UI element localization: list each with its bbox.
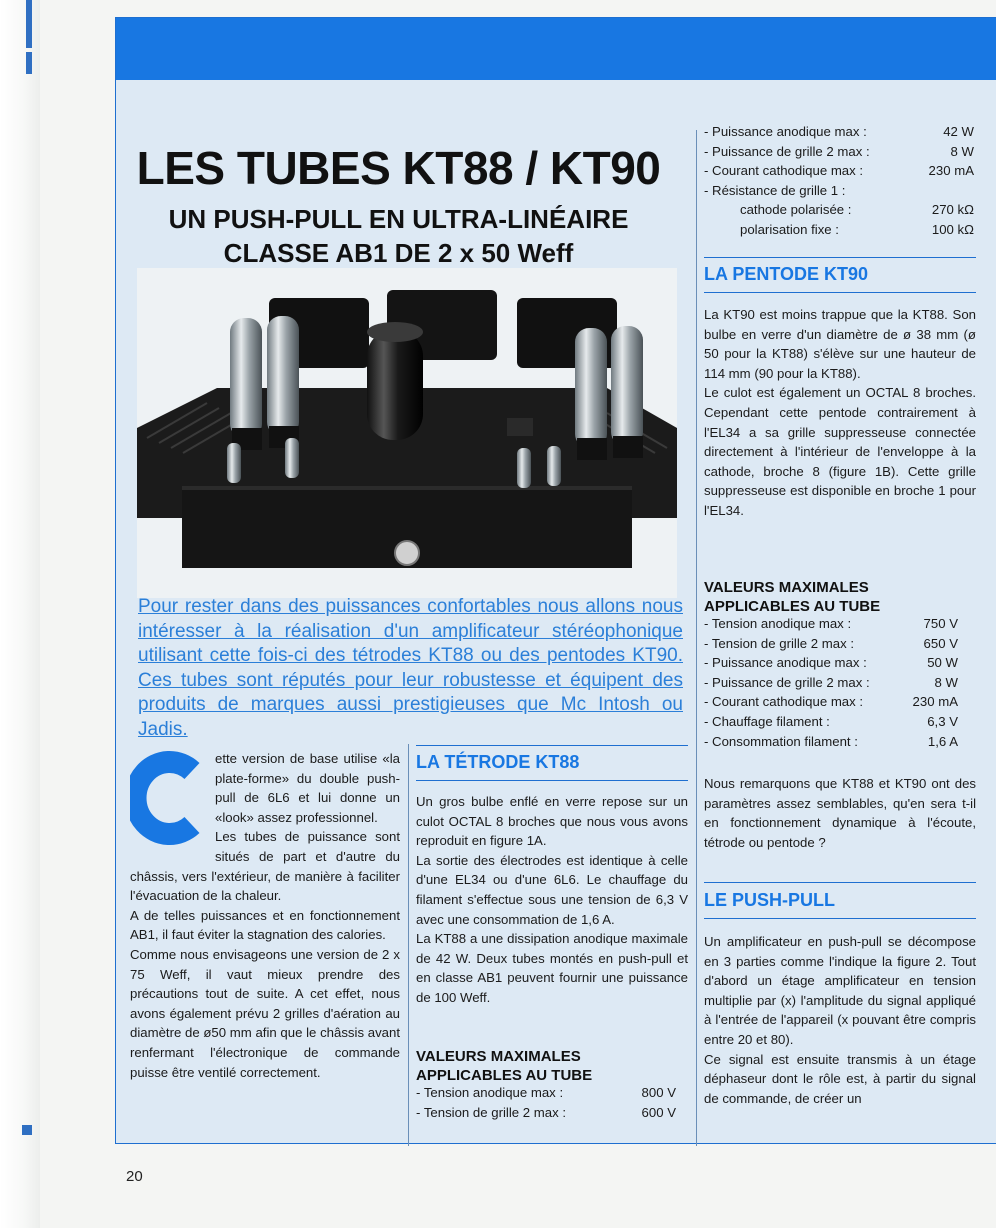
spec-label: - Chauffage filament : [704,713,830,729]
section-rule [704,918,976,919]
specs-table [704,124,974,242]
specs-title: APPLICABLES AU TUBE [704,598,881,615]
kt90-conclusion: Nous remarquons que KT88 et KT90 ont des paramètres assez semblables, qu'en sera t-il en fonctionnement dynamique à l'écoute, tétrode ou pentode ? [704,776,976,850]
spec-row [704,655,958,675]
subtitle-line: CLASSE AB1 DE 2 x 50 Weff [223,238,574,268]
section-rule [416,780,688,781]
spec-value: 50 W [927,655,958,671]
spec-row [704,124,974,144]
spec-value: 1,6 A [927,733,958,749]
spec-label: - Tension anodique max : [416,1085,564,1100]
spec-label: polarisation fixe : [740,221,839,237]
paragraph: Le culot est également un OCTAL 8 broches. Cependant cette pentode contrairement à l'EL34 a sa grille suppresseuse connectée directement à l'intérieur de l'enveloppe à la cathode, broche 8 (figure 1B). Cette grille suppresseuse est disponible en broche 1 pour l'EL34. [704,385,976,518]
kt90-text [704,305,976,521]
section-rule [416,745,688,746]
spec-value: 650 V [923,635,958,651]
spec-label: - Courant cathodique max : [704,163,864,179]
spec-row [416,1085,676,1105]
pushpull-text [704,932,976,1108]
kt88-heading: LA TÉTRODE KT88 [416,752,580,772]
kt88-text [416,792,688,1008]
spec-label: - Résistance de grille 1 : [704,182,846,198]
column-1 [130,749,400,1082]
paragraph: Un gros bulbe enflé en verre repose sur un culot OCTAL 8 broches que nous vous avons reproduit en figure 1A. [416,794,688,849]
spec-row [704,636,958,656]
page-binding-edge [0,0,40,1228]
spec-value: 600 V [641,1104,676,1120]
paragraph: Les tubes de puissance sont situés de part et d'autre du châssis, vers l'extérieur, de manière à faciliter l'évacuation de la chaleur. [130,829,400,904]
spec-label: cathode polarisée : [740,202,852,218]
spec-value: 42 W [943,124,974,139]
spec-row [704,202,974,222]
dropcap-c-icon [130,749,205,847]
specs-title: VALEURS MAXIMALES [416,1048,581,1065]
spec-value: 230 mA [912,694,958,710]
spec-value: 8 W [950,143,974,159]
spec-value: 230 mA [928,163,974,179]
paragraph: ette version de base utilise «la plate-forme» du double push-pull de 6L6 et lui donne un «look» assez professionnel. [215,751,400,825]
binding-mark [22,1125,32,1135]
section-rule [704,882,976,883]
spec-value: 800 V [641,1085,676,1100]
spec-row [416,1105,676,1125]
spec-label: - Puissance de grille 2 max : [704,143,870,159]
specs-title: APPLICABLES AU TUBE [416,1067,593,1084]
amplifier-illustration [137,268,677,598]
specs-table [704,616,958,753]
article-subtitle [116,202,681,270]
kt90-specs [704,578,976,753]
spec-label: - Puissance anodique max : [704,124,867,139]
kt88-specs [416,1047,688,1124]
section-rule [704,257,976,258]
specs-title: VALEURS MAXIMALES [704,579,869,596]
spec-row [704,222,974,242]
spec-row [704,675,958,695]
intro-lede: Pour rester dans des puissances confortables nous allons nous intéresser à la réalisation d'un amplificateur stéréophonique utilisant cette fois-ci des tétrodes KT88 ou des pentodes KT90. Ces tubes sont réputés pour leur robustesse et équipent des produits de marques aussi prestigieuses que Mc Intosh ou Jadis. [138,596,683,740]
article-panel [115,17,996,1144]
spec-row [704,714,958,734]
paragraph: La sortie des électrodes est identique à celle d'une EL34 ou d'une 6L6. Le chauffage du filament s'effectue sous une tension de 6,3 V avec une consommation de 1,6 A. [416,852,688,927]
pushpull-heading: LE PUSH-PULL [704,890,836,910]
column-divider [696,130,697,1146]
article-title: LES TUBES KT88 / KT90 [136,142,661,194]
paragraph: La KT90 est moins trappue que la KT88. Son bulbe en verre d'un diamètre de ø 38 mm (ø 50 pour la KT88) s'élève sur une hauteur de 114 mm (90 pour la KT88). [704,307,976,381]
spec-label: - Tension anodique max : [704,616,852,631]
paragraph: Ce signal est ensuite transmis à un étage déphaseur dont le rôle est, à partir du signal de commande, de créer un [704,1051,976,1106]
paragraph: A de telles puissances et en fonctionnement AB1, il faut éviter la stagnation des calories. [130,907,400,943]
paragraph: Comme nous envisageons une version de 2 x 75 Weff, il vaut mieux prendre des précautions tout de suite. A cet effet, nous avons également prévu 2 grilles d'aération au diamètre de ø50 mm afin que le châssis avant renfermant l'électronique de commande puisse être ventilé correctement. [130,946,400,1080]
page-number: 20 [126,1168,143,1185]
specs-table [416,1085,676,1124]
column-divider [408,744,409,1146]
subtitle-line: UN PUSH-PULL EN ULTRA-LINÉAIRE [168,204,629,234]
spec-row [704,163,974,183]
amplifier-photo [137,268,677,598]
kt90-heading: LA PENTODE KT90 [704,264,869,284]
binding-mark [26,52,32,74]
spec-value [916,183,974,203]
spec-label: - Tension de grille 2 max : [704,635,855,651]
section-rule [704,292,976,293]
spec-row [704,694,958,714]
spec-value: 270 kΩ [931,202,974,218]
spec-label: - Courant cathodique max : [704,694,864,710]
spec-row [704,183,974,203]
spec-value: 6,3 V [927,713,958,729]
spec-label: - Puissance de grille 2 max : [704,674,870,690]
spec-value: 8 W [934,674,958,690]
header-band [116,18,996,80]
binding-mark [26,0,32,48]
kt88-specs-continued [704,124,976,242]
spec-row [704,616,958,636]
spec-label: - Tension de grille 2 max : [416,1104,567,1120]
spec-value: 100 kΩ [931,221,974,237]
spec-value: 750 V [923,616,958,631]
spec-row [704,734,958,754]
spec-label: - Consommation filament : [704,733,858,749]
spec-label: - Puissance anodique max : [704,655,867,671]
paragraph: La KT88 a une dissipation anodique maximale de 42 W. Deux tubes montés en push-pull et en classe AB1 peuvent fournir une puissance de 100 Weff. [416,931,688,1005]
paragraph: Un amplificateur en push-pull se décompose en 3 parties comme l'indique la figure 2. Tout d'abord un étage amplificateur en tension multiplie par (x) l'amplitude du signal appliqué à l'entrée de l'appareil (x pouvant être compris entre 20 et 80). [704,934,976,1047]
spec-row [704,144,974,164]
